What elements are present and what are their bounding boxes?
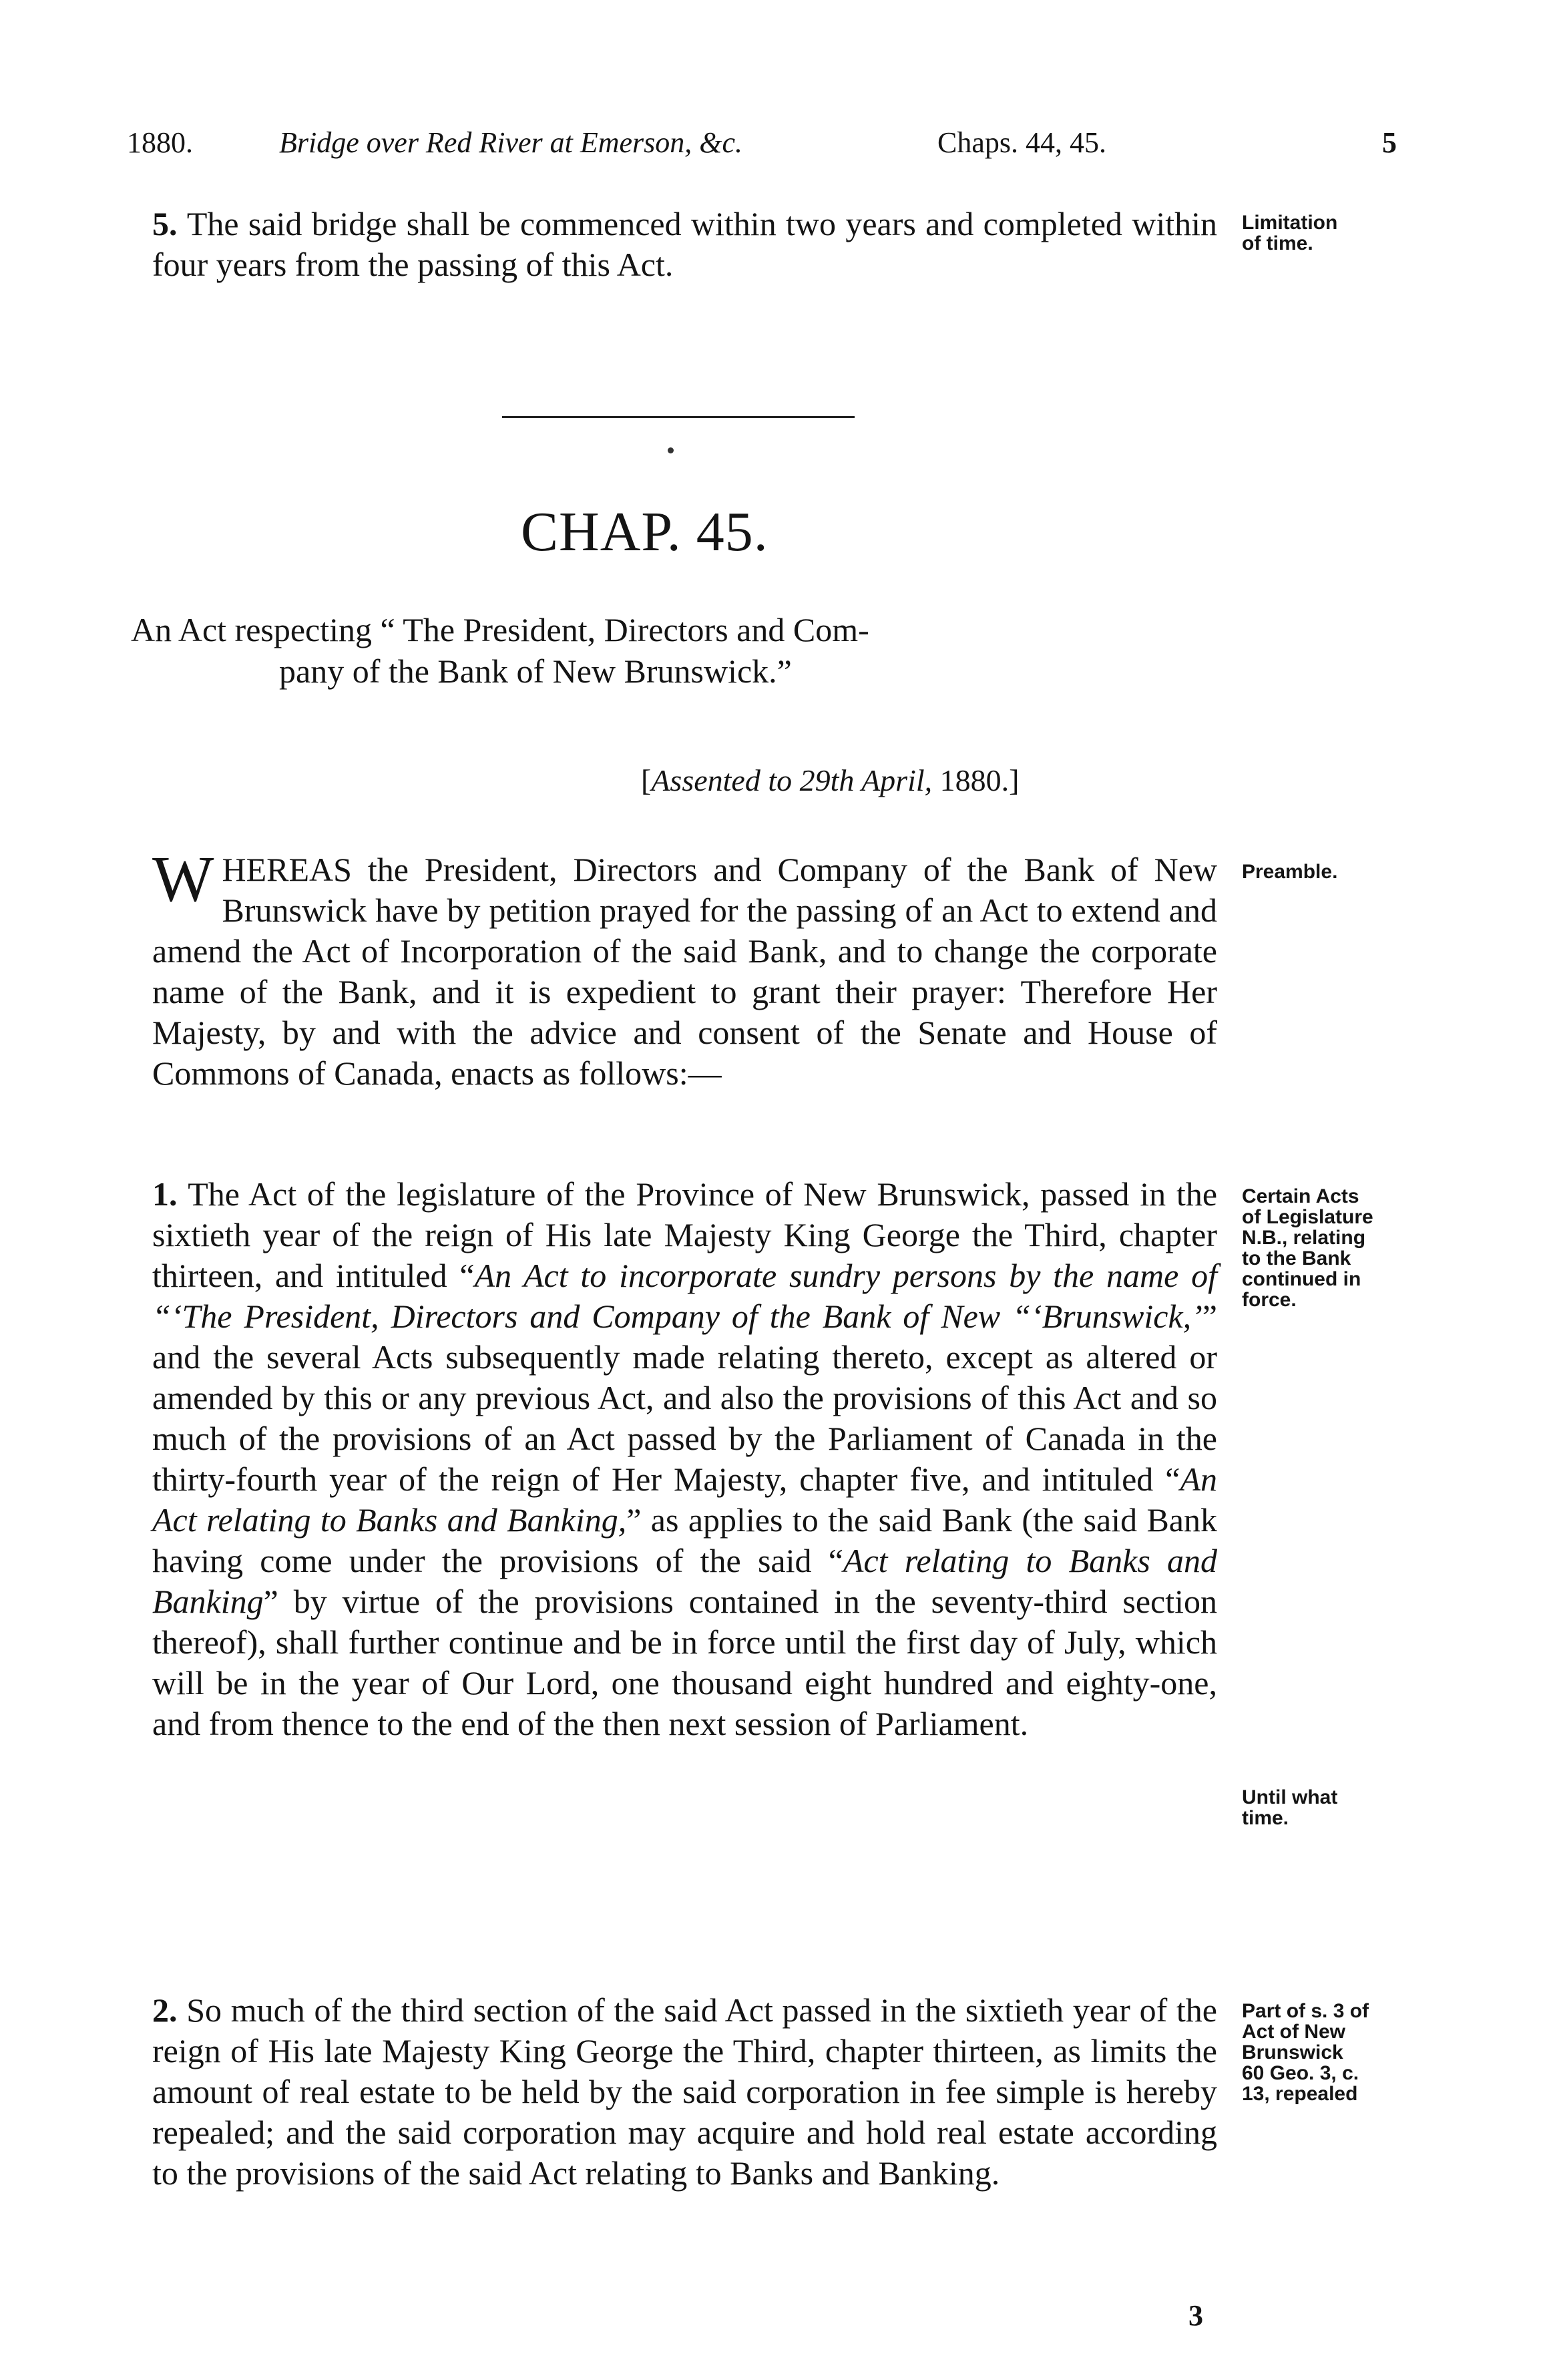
section-number: 1. xyxy=(152,1175,178,1213)
section-1-text-g: ” by virtue of the provisions contained in the seventy-third section thereof), shall further continue and be in force until the first day of July, which will be in the year of Our Lord, one thousand eight hundred and eighty-one, and from thence to the end of the then next session of Parliament. xyxy=(152,1583,1217,1742)
act-title-line-1: An Act respecting “ The President, Directors and Com- xyxy=(131,611,869,648)
act-title-line-2: pany of the Bank of New Brunswick.” xyxy=(279,652,792,690)
margin-note-part-repealed: Part of s. 3 of Act of New Brunswick 60 Geo. 3, c. 13, repealed xyxy=(1242,2000,1369,2105)
section-1-text-a: The Act of the legislature of the Province of New Brunswick, passed in the sixtieth year of the reign of His late Majesty King George the Third, chapter thirteen, and intituled “ xyxy=(152,1175,1218,1294)
section-2 xyxy=(152,1990,1217,2194)
margin-note-certain-acts: Certain Acts of Legislature N.B., relating to the Bank continued in force. xyxy=(1242,1185,1373,1311)
section-2-text: So much of the third section of the said Act passed in the sixtieth year of the reign of His late Majesty King George the Third, chapter thirteen, as limits the amount of real estate to be held by the said corporation in fee simple is hereby repealed; and the said corporation may acquire and hold real estate according to the provisions of the said Act relating to Banks and Banking. xyxy=(152,1991,1217,2192)
section-5 xyxy=(152,204,1217,285)
section-1-text-f: Act relating to Banks and Banking xyxy=(152,1542,1218,1620)
assent-text: Assented to 29th April, xyxy=(651,763,933,797)
header-title: Bridge over Red River at Emerson, &c. xyxy=(279,126,743,159)
act-title xyxy=(131,609,1212,692)
page-number: 5 xyxy=(1382,126,1397,159)
separator-rule xyxy=(502,416,855,418)
assent-date xyxy=(641,763,1019,798)
section-1-text-c: ” and the several Acts subsequently made relating thereto, except as altered or amended by this or any previous Act, and also the provisions of this Act and so much of the provisions of an Act passed by the Parliament of Canada in the thirty-fourth year of the reign of Her Majesty, chapter five, and intituled “ xyxy=(152,1298,1217,1498)
assent-close-bracket: ] xyxy=(1009,763,1020,797)
margin-note-preamble: Preamble. xyxy=(1242,861,1338,883)
assent-year: 1880. xyxy=(939,763,1010,797)
preamble-text: HEREAS the President, Directors and Company of the Bank of New Brunswick have by petition prayed for the passing of an Act to extend and amend the Act of Incorporation of the said Bank, and to change the corporate name of the Bank, and it is expedient to grant their prayer: Therefore Her Majesty, by and with the advice and consent of the Senate and House of Commons of Canada, enacts as follows:— xyxy=(152,851,1217,1092)
drop-cap: W xyxy=(152,843,214,916)
section-number: 2. xyxy=(152,1991,178,2029)
section-1-text-b: An Act to incorporate sundry persons by the name of “‘The President, Directors and Company of the Bank of New “‘Brunswick,’ xyxy=(152,1257,1217,1335)
section-text: The said bridge shall be commenced within two years and completed within four years from the passing of this Act. xyxy=(152,205,1218,283)
printer-signature: 3 xyxy=(1188,2299,1203,2332)
header-chapters: Chaps. 44, 45. xyxy=(937,126,1106,159)
margin-note-limitation: Limitation of time. xyxy=(1242,212,1338,254)
margin-note-until-what-time: Until what time. xyxy=(1242,1786,1338,1829)
section-1-text-e: ” as applies to the said Bank (the said Bank having come under the provisions of the said “ xyxy=(152,1501,1217,1579)
header-year: 1880. xyxy=(127,126,193,159)
preamble xyxy=(152,843,1217,1094)
section-1 xyxy=(152,1174,1217,1744)
section-1-text-d: An Act relating to Banks and Banking, xyxy=(152,1460,1217,1539)
section-number: 5. xyxy=(152,205,178,242)
assent-open-bracket: [ xyxy=(641,763,652,797)
chapter-heading: CHAP. 45. xyxy=(521,501,768,563)
separator-dot xyxy=(668,447,674,453)
